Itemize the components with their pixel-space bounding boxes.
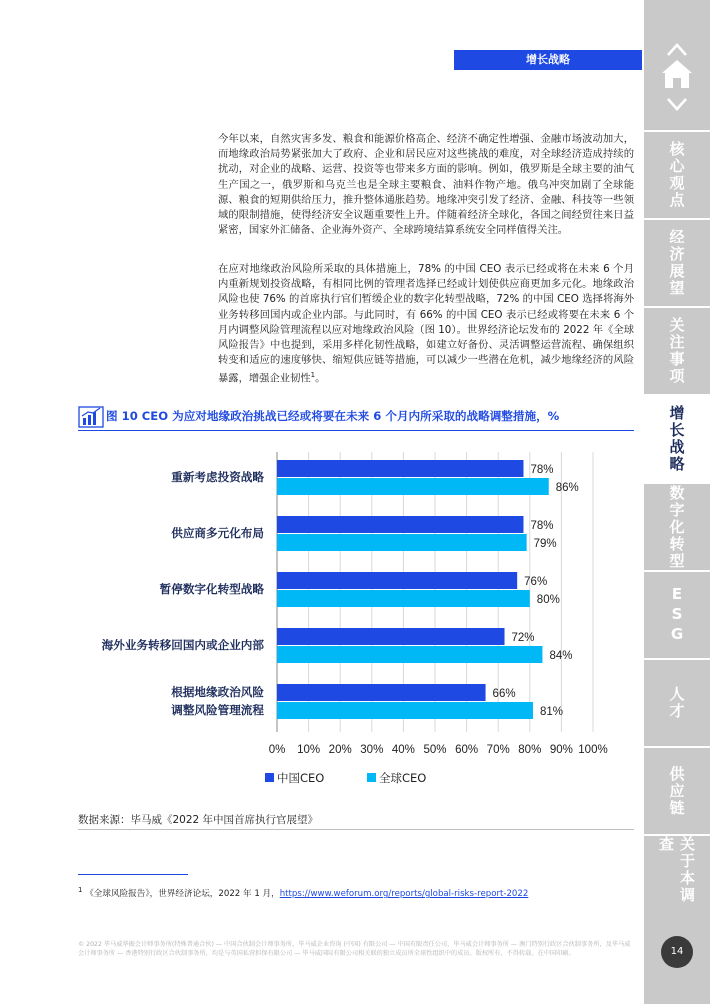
side-nav-item[interactable]	[644, 394, 710, 482]
category-label: 根据地缘政治风险	[171, 685, 264, 699]
bar	[277, 628, 505, 645]
side-nav-item[interactable]	[644, 746, 710, 834]
x-tick-label: 0%	[268, 744, 286, 756]
home-icon[interactable]	[660, 58, 694, 90]
x-tick-label: 10%	[297, 744, 321, 756]
side-nav	[644, 0, 710, 1004]
x-tick-label: 60%	[455, 744, 479, 756]
footnote	[78, 886, 528, 899]
chevron-up-icon[interactable]	[666, 42, 688, 58]
side-nav-label: 数字化转型	[667, 484, 686, 570]
side-nav-label: 增长战略	[667, 405, 686, 473]
x-tick-label: 90%	[549, 744, 573, 756]
figure-title: 图 10 CEO 为应对地缘政治挑战已经或将要在未来 6 个月内所采取的战略调整措施，%	[106, 409, 560, 423]
x-tick-label: 70%	[486, 744, 510, 756]
side-nav-item[interactable]	[644, 306, 710, 394]
nav-controls	[644, 0, 710, 130]
legal-notice: © 2022 毕马威华振会计师事务所(特殊普通合伙) — 中国合伙制会计师事务所，毕马威企业咨询 (中国) 有限公司 — 中国有限责任公司，毕马威会计师事务所 — 澳门特别行政区合伙制事务所，及毕马威会计师事务所 — 香港特别行政区合伙制事务所，均是与英国私营担保有限公司 — 毕马威国际有限公司相关联的独立成员所全球性组织中的成员。版权所有，不得转载。在中国印刷。	[78, 941, 631, 957]
x-tick-label: 50%	[423, 744, 447, 756]
side-nav-item[interactable]	[644, 130, 710, 218]
side-nav-item[interactable]	[644, 570, 710, 658]
paragraph-1: 今年以来，自然灾害多发、粮食和能源价格高企、经济不确定性增强、金融市场波动加大，而地缘政治局势紧张加大了政府、企业和居民应对这些挑战的难度，对全球经济造成持续的扰动，对企业的战略、运营、投资等也带来多方面的影响。例如，俄罗斯是全球主要的油气生产国之一，俄罗斯和乌克兰也是全球主要粮食、油料作物产地。俄乌冲突加剧了全球能源、粮食的短期供给压力，推升整体通胀趋势。地缘冲突引发了经济、金融、科技等一些领域的限制措施，使得经济安全议题重要性上升。伴随着经济全球化，各国之间经贸往来日益紧密，国家外汇储备、企业海外资产、全球跨境结算系统安全同样值得关注。	[218, 133, 634, 237]
side-nav-label: 供应链	[667, 765, 686, 817]
category-label: 调整风险管理流程	[171, 703, 264, 717]
category-label: 暂停数字化转型战略	[159, 582, 264, 596]
bar	[277, 646, 542, 663]
bar-value-label: 86%	[555, 482, 579, 494]
category-label: 供应商多元化布局	[171, 526, 264, 540]
side-nav-label: 经济展望	[667, 229, 686, 297]
x-tick-label: 80%	[518, 744, 542, 756]
side-nav-item[interactable]	[644, 834, 710, 920]
footnote-link[interactable]: https://www.weforum.org/reports/global-risks-report-2022	[279, 888, 529, 899]
footnote-number: 1	[78, 886, 83, 894]
bar	[277, 572, 517, 589]
side-nav-item[interactable]	[644, 482, 710, 570]
bar	[277, 516, 523, 533]
side-nav-label: 人才	[667, 686, 686, 720]
side-nav-label: 关注事项	[667, 317, 686, 385]
legend-swatch	[265, 773, 274, 782]
bar-value-label: 80%	[536, 594, 560, 606]
paragraph-2-text: 在应对地缘政治风险所采取的具体措施上，78% 的中国 CEO 表示已经或将在未来 6 个月内重新规划投资战略，有相同比例的管理者选择已经或计划使供应商更加多元化。地缘政治风险也使 76% 的首席执行官们暂缓企业的数字化转型战略，72% 的中国 CEO 选择将海外业务转移回国内或企业内部。与此同时，有 66% 的中国 CEO 表示已经或将要在未来 6 个月内调整风险管理流程以应对地缘政治风险（图 10）。世界经济论坛发布的 2022 年《全球风险报告》中也提到，采用多样化韧性战略，如建立好备份、灵活调整运营流程、确保组织转变和适应的速度够快、缩短供应链等措施，可以减少一些潜在危机，减少地缘经济的风险暴露，增强企业韧性	[218, 263, 634, 385]
x-tick-label: 30%	[360, 744, 384, 756]
side-nav-label: ESG	[668, 585, 686, 645]
category-label: 海外业务转移回国内或企业内部	[101, 638, 264, 652]
bar-value-label: 84%	[549, 650, 573, 662]
chevron-down-icon[interactable]	[666, 96, 688, 112]
figure-rule	[78, 430, 634, 431]
bar-value-label: 78%	[530, 464, 554, 476]
chart-icon	[78, 405, 104, 429]
bar-chart	[60, 440, 634, 804]
bar	[277, 460, 523, 477]
bar	[277, 534, 527, 551]
data-source: 数据来源：毕马威《2022 年中国首席执行官展望》	[78, 814, 319, 826]
side-nav-item[interactable]	[644, 658, 710, 746]
bar-value-label: 78%	[530, 520, 554, 532]
bar	[277, 590, 530, 607]
bar-value-label: 72%	[511, 632, 535, 644]
bar-value-label: 66%	[492, 688, 516, 700]
page-number: 14	[661, 936, 693, 968]
footnote-rule	[78, 874, 188, 875]
side-nav-label: 关于本调查	[657, 836, 696, 904]
paragraph-2-end: 。	[315, 372, 326, 385]
bar	[277, 478, 549, 495]
source-rule	[78, 829, 634, 830]
bar-value-label: 79%	[533, 538, 557, 550]
bar	[277, 684, 486, 701]
legend-label: 中国CEO	[277, 771, 325, 785]
footnote-ref[interactable]: 1	[310, 371, 316, 380]
x-tick-label: 100%	[578, 744, 608, 756]
bar	[277, 702, 533, 719]
x-tick-label: 20%	[328, 744, 352, 756]
side-nav-label: 核心观点	[667, 141, 686, 209]
section-tag: 增长战略	[454, 50, 642, 70]
legend-label: 全球CEO	[379, 771, 427, 785]
x-tick-label: 40%	[391, 744, 415, 756]
footnote-text: 《全球风险报告》，世界经济论坛，2022 年 1 月，	[85, 888, 280, 899]
side-nav-item[interactable]	[644, 218, 710, 306]
bar-value-label: 81%	[539, 706, 563, 718]
paragraph-2	[218, 262, 634, 387]
legend-swatch	[367, 773, 376, 782]
category-label: 重新考虑投资战略	[171, 470, 264, 484]
bar-value-label: 76%	[524, 576, 548, 588]
